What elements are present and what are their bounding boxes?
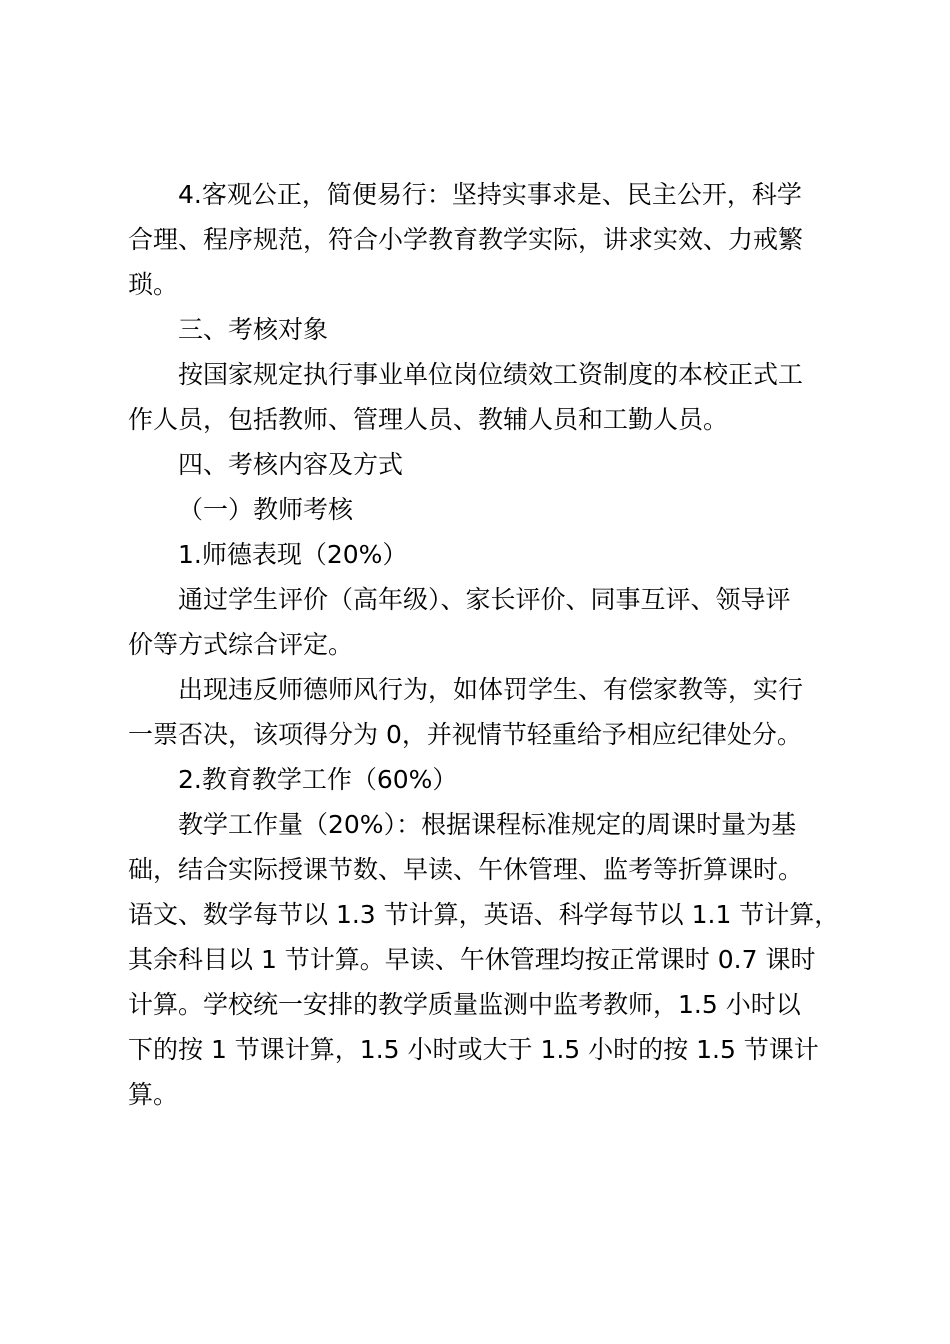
text-line: 琐。	[128, 270, 179, 299]
section-heading-assessment-targets	[128, 307, 856, 352]
paragraph-ethics-veto	[128, 667, 856, 757]
section-heading-content-and-methods	[128, 442, 856, 487]
heading-text: （一）教师考核	[178, 495, 354, 524]
text-line: 价等方式综合评定。	[128, 630, 354, 659]
paragraph-ethics-evaluation	[128, 577, 856, 667]
subheading-teacher-assessment	[128, 487, 856, 532]
text-line: 下的按 1 节课计算，1.5 小时或大于 1.5 小时的按 1.5 节课计	[128, 1035, 819, 1064]
text-line: 算。	[128, 1080, 179, 1109]
text-line: 语文、数学每节以 1.3 节计算，英语、科学每节以 1.1 节计算，	[128, 900, 840, 929]
heading-text: 四、考核内容及方式	[178, 450, 404, 479]
text-line: 按国家规定执行事业单位岗位绩效工资制度的本校正式工	[178, 360, 804, 389]
heading-text: 2.教育教学工作（60%）	[178, 765, 458, 794]
document-body	[128, 172, 856, 1117]
heading-text: 三、考核对象	[178, 315, 329, 344]
paragraph-principle-4	[128, 172, 856, 307]
text-line: 4.客观公正，简便易行：坚持实事求是、民主公开，科学	[178, 180, 802, 209]
text-line: 教学工作量（20%）：根据课程标准规定的周课时量为基	[178, 810, 797, 839]
text-line: 出现违反师德师风行为，如体罚学生、有偿家教等，实行	[178, 675, 804, 704]
item-heading-ethics	[128, 532, 856, 577]
text-line: 通过学生评价（高年级）、家长评价、同事互评、领导评	[178, 585, 791, 614]
heading-text: 1.师德表现（20%）	[178, 540, 408, 569]
paragraph-teaching-workload	[128, 802, 856, 1117]
text-line: 计算。学校统一安排的教学质量监测中监考教师，1.5 小时以	[128, 990, 801, 1019]
text-line: 作人员，包括教师、管理人员、教辅人员和工勤人员。	[128, 405, 729, 434]
text-line: 合理、程序规范，符合小学教育教学实际，讲求实效、力戒繁	[128, 225, 804, 254]
text-line: 其余科目以 1 节计算。早读、午休管理均按正常课时 0.7 课时	[128, 945, 816, 974]
paragraph-assessment-targets	[128, 352, 856, 442]
text-line: 一票否决，该项得分为 0，并视情节轻重给予相应纪律处分。	[128, 720, 802, 749]
text-line: 础，结合实际授课节数、早读、午休管理、监考等折算课时。	[128, 855, 804, 884]
item-heading-teaching-work	[128, 757, 856, 802]
